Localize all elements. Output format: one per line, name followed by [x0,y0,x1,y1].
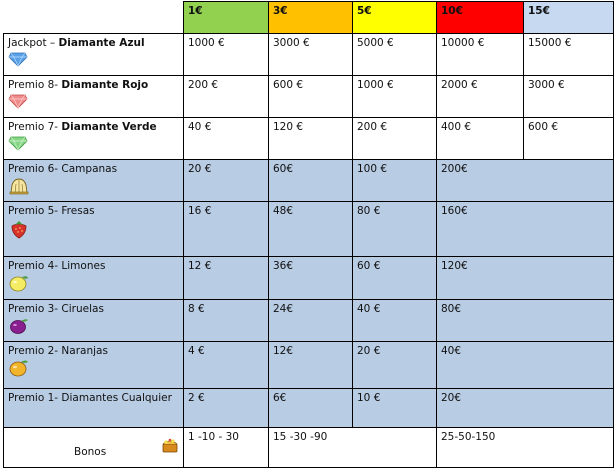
value-cell: 3000 € [269,34,353,76]
value-cell: 200 € [184,76,269,118]
table-row [4,300,614,342]
value-cell: 16 € [184,202,269,257]
value-cell: 2 € [184,389,269,428]
prize-table [3,1,614,468]
value-cell: 160€ [437,202,614,257]
table-row [4,342,614,389]
lemon-icon [8,274,30,292]
row-label-cell [4,160,184,202]
value-cell: 10 € [353,389,437,428]
row-label-cell [4,118,184,160]
header-col-5: 5€ [353,2,437,34]
value-cell: 6€ [269,389,353,428]
value-cell: 600 € [269,76,353,118]
header-col-3: 3€ [269,2,353,34]
table-row [4,34,614,76]
row-label-cell [4,389,184,428]
value-cell: 10000 € [437,34,524,76]
row-label-cell [4,257,184,300]
value-cell: 20 € [353,342,437,389]
table-row [4,160,614,202]
plum-icon [8,317,30,335]
table-row [4,76,614,118]
value-cell: 20 € [184,160,269,202]
row-label: Jackpot – Diamante Azul [8,37,145,49]
bonos-label: Bonos [74,446,107,458]
value-cell: 36€ [269,257,353,300]
value-cell: 40€ [437,342,614,389]
value-cell: 400 € [437,118,524,160]
strawberry-icon [8,219,30,239]
row-label: Premio 6- Campanas [8,163,118,175]
value-cell: 4 € [184,342,269,389]
header-row [4,2,614,34]
value-cell: 80 € [353,202,437,257]
row-label: Premio 1- Diamantes Cualquier [8,392,172,404]
row-label-cell [4,202,184,257]
value-cell: 200 € [353,118,437,160]
value-cell: 24€ [269,300,353,342]
value-cell: 1000 € [184,34,269,76]
orange-icon [8,359,30,377]
value-cell: 40 € [353,300,437,342]
table-row [4,257,614,300]
value-cell: 40 € [184,118,269,160]
bonos-value-cell: 25-50-150 [437,428,614,468]
value-cell: 600 € [524,118,614,160]
bonos-label-cell [4,428,184,468]
table-row [4,118,614,160]
header-col-15: 15€ [524,2,614,34]
row-label: Premio 3- Ciruelas [8,303,104,315]
value-cell: 12 € [184,257,269,300]
bell-icon [8,177,30,195]
table-row [4,389,614,428]
row-label-cell [4,76,184,118]
row-label: Premio 5- Fresas [8,205,95,217]
header-col-10: 10€ [437,2,524,34]
bonos-value-cell: 15 -30 -90 [269,428,437,468]
value-cell: 3000 € [524,76,614,118]
value-cell: 15000 € [524,34,614,76]
blue-diamond-icon [8,51,28,67]
value-cell: 20€ [437,389,614,428]
value-cell: 80€ [437,300,614,342]
header-col-1: 1€ [184,2,269,34]
value-cell: 100 € [353,160,437,202]
value-cell: 2000 € [437,76,524,118]
row-label-cell [4,342,184,389]
row-label: Premio 7- Diamante Verde [8,121,157,133]
value-cell: 5000 € [353,34,437,76]
bonos-value-cell: 1 -10 - 30 [184,428,269,468]
header-blank-cell [4,2,184,34]
value-cell: 60 € [353,257,437,300]
row-label-cell [4,300,184,342]
green-diamond-icon [8,135,28,151]
row-label: Premio 2- Naranjas [8,345,108,357]
value-cell: 120€ [437,257,614,300]
red-diamond-icon [8,93,28,109]
value-cell: 48€ [269,202,353,257]
row-label: Premio 8- Diamante Rojo [8,79,149,91]
value-cell: 200€ [437,160,614,202]
row-label: Premio 4- Limones [8,260,106,272]
value-cell: 8 € [184,300,269,342]
bonos-row [4,428,614,468]
value-cell: 120 € [269,118,353,160]
value-cell: 60€ [269,160,353,202]
value-cell: 1000 € [353,76,437,118]
row-label-cell [4,34,184,76]
bonus-chest-icon [160,436,180,454]
table-row [4,202,614,257]
value-cell: 12€ [269,342,353,389]
